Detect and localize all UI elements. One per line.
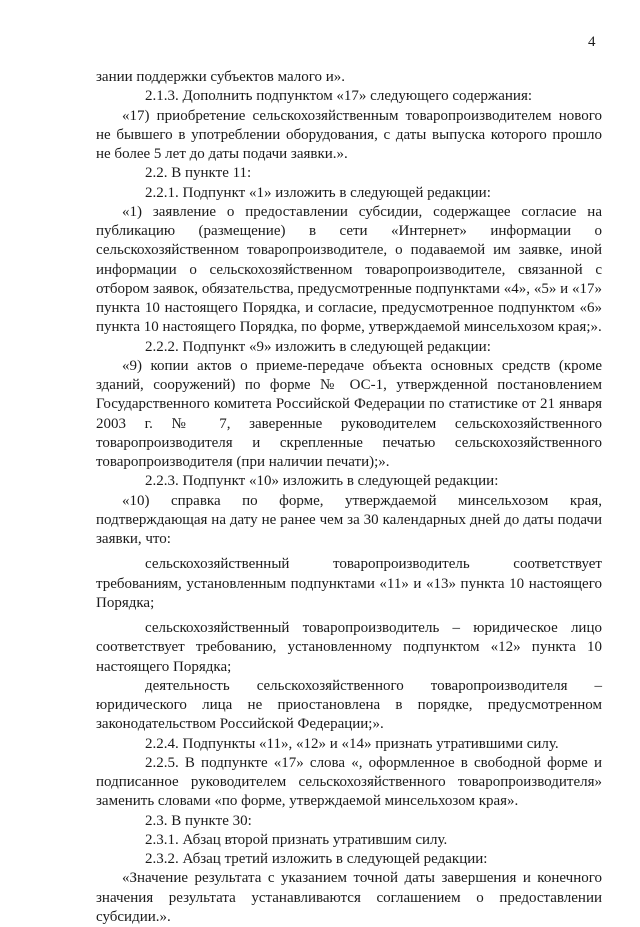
paragraph-2-3-1: 2.3.1. Абзац второй признать утратившим силу.	[145, 831, 448, 848]
paragraph-2-1-3: 2.1.3. Дополнить подпунктом «17» следующего содержания:	[145, 88, 533, 105]
paragraph-2-2: 2.2. В пункте 11:	[145, 165, 252, 182]
paragraph-sub-9: «9) копии актов о приеме-передаче объекта основных средств (кроме зданий, сооружений) по форме № ОС-1, утвержденной постановлением Государственного комитета Российской Федерации по статистике от 21 января 2003 г. № 7, заверенные руководителем сельскохозяйственного товаропроизводителя и скрепленные печатью сельскохозяйственного товаропроизводителя (при наличии печати);».	[96, 357, 602, 470]
paragraph-2-3-2: 2.3.2. Абзац третий изложить в следующей редакции:	[145, 851, 488, 867]
paragraph-sub-1: «1) заявление о предоставлении субсидии, содержащее согласие на публикацию (размещение) в сети «Интернет» информации о сельскохозяйственном товаропроизводителе, о подаваемой им заявке, иной информации о сельскохозяйственном товаропроизводителе, связанной с отбором заявок, обязательства, предусмотренные подпунктами «4», «5» и «17» пункта 10 настоящего Порядка, и согласие, предусмотренное подпунктом «6» пункта 10 настоящего Порядка, по форме, утверждаемой минсельхозом края;».	[96, 203, 602, 336]
paragraph-sub-10: «10) справка по форме, утверждаемой минсельхозом края, подтверждающая на дату не ранее чем за 30 календарных дней до даты подачи заявки, что:	[96, 492, 602, 547]
paragraph-2-2-2: 2.2.2. Подпункт «9» изложить в следующей редакции:	[145, 338, 491, 355]
paragraph-requirement-1: сельскохозяйственный товаропроизводитель соответствует требованиям, установленным подпунктами «11» и «13» пункта 10 настоящего Порядка;	[96, 556, 602, 611]
paragraph-2-2-4: 2.2.4. Подпункты «11», «12» и «14» признать утратившими силу.	[145, 735, 559, 752]
document-body	[96, 68, 602, 927]
paragraph-2-2-3: 2.2.3. Подпункт «10» изложить в следующей редакции:	[145, 473, 499, 490]
paragraph-2-2-1: 2.2.1. Подпункт «1» изложить в следующей редакции:	[145, 184, 491, 201]
paragraph-2-2-5: 2.2.5. В подпункте «17» слова «, оформленное в свободной форме и подписанное руководителем сельскохозяйственного товаропроизводителя» заменить словами «по форме, утверждаемой минсельхозом края».	[96, 754, 602, 810]
paragraph-2-3: 2.3. В пункте 30:	[145, 812, 252, 829]
paragraph-sub-17: «17) приобретение сельскохозяйственным товаропроизводителем нового не бывшего в употреблении оборудования, с даты выпуска которого прошло не более 5 лет до даты подачи заявки.».	[96, 107, 602, 162]
paragraph-continuation: зании поддержки субъектов малого и».	[96, 69, 346, 85]
paragraph-requirement-3: деятельность сельскохозяйственного товаропроизводителя – юридического лица не приостановлена в порядке, предусмотренном законодательством Российской Федерации;».	[96, 677, 602, 733]
page-number: 4	[588, 34, 596, 50]
paragraph-result-value: «Значение результата с указанием точной даты завершения и конечного значения результата устанавливаются соглашением о предоставлении субсидии.».	[96, 870, 602, 925]
paragraph-requirement-2: сельскохозяйственный товаропроизводитель – юридическое лицо соответствует требованию, установленному подпунктом «12» пункта 10 настоящего Порядка;	[96, 620, 602, 675]
